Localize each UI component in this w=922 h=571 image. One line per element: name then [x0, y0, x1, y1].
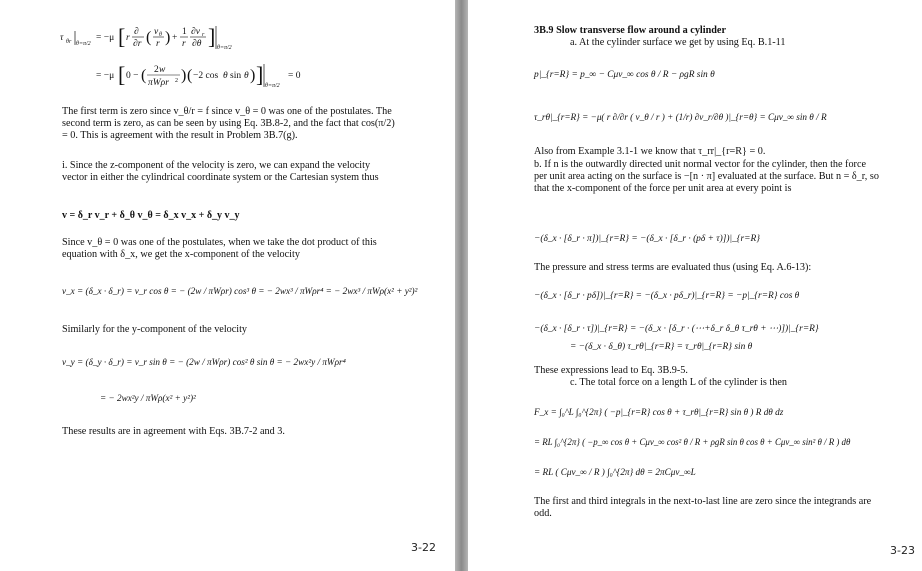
svg-text:θ=π/2: θ=π/2 — [76, 41, 91, 47]
svg-text:θ: θ — [244, 71, 249, 81]
right-page — [468, 0, 922, 571]
svg-text:): ) — [165, 29, 171, 46]
svg-text:[: [ — [118, 24, 126, 49]
paragraph-text: Since v_θ = 0 was one of the postulates, when we take the dot product of this equation with δ_x, we get the x-component of the velocity — [62, 237, 377, 261]
equation-total-force-3: = RL ( Cμv_∞ / R ) ∫₀^{2π} dθ = 2πCμv_∞L — [534, 467, 696, 477]
svg-text:= 0: = 0 — [288, 71, 301, 81]
svg-text:): ) — [181, 67, 187, 84]
equation-force-3: −(δ_x · [δ_r · τ])|_{r=R} = −(δ_x · [δ_r · (⋯+δ_r δ_θ τ_rθ + ⋯)])|_{r=R} — [534, 324, 819, 334]
equation-velocity-vector: v = δ_r v_r + δ_θ v_θ = δ_x v_x + δ_y v_y — [62, 210, 240, 221]
svg-text:r: r — [156, 39, 160, 49]
equation-vy-line1: v_y = (δ_y · δ_r) = v_r sin θ = − (2w / πWρr) cos² θ sin θ = − 2wx²y / πWρr⁴ — [62, 357, 346, 367]
equation-vx: v_x = (δ_x · δ_r) = v_r cos θ = − (2w / πWρr) cos³ θ = − 2wx³ / πWρr⁴ = − 2wx³ / πWρ(x² + y²)² — [62, 286, 418, 296]
svg-text:sin: sin — [230, 71, 242, 81]
svg-text:v: v — [154, 27, 159, 37]
equation-total-force-2: = RL ∫₀^{2π} ( −p_∞ cos θ + Cμv_∞ cos² θ / R + ρgR sin θ cos θ + Cμv_∞ sin² θ / R ) dθ — [534, 437, 851, 447]
paragraph-lead-to-eq: These expressions lead to Eq. 3B.9-5. — [534, 365, 688, 376]
equation-total-force-1: F_x = ∫₀^L ∫₀^{2π} ( −p|_{r=R} cos θ + τ_rθ|_{r=R} sin θ ) R dθ dz — [534, 407, 784, 417]
paragraph-text: The first term is zero since v_θ/r = f since v_θ = 0 was one of the postulates. The second term is zero, as can be seen by using Eq. 3B.8-2, and the fact that cos(π/2) = 0. This is agreement with the result in Problem 3B.7(g). — [62, 106, 395, 142]
paragraph-part-b — [534, 159, 879, 196]
svg-text:∂θ: ∂θ — [192, 39, 202, 49]
paragraph-part-c: c. The total force on a length L of the cylinder is then — [570, 377, 787, 388]
svg-text:2: 2 — [175, 78, 178, 84]
svg-text:τ: τ — [60, 33, 64, 43]
paragraph-first-term — [62, 106, 397, 143]
paragraph-dot-product — [62, 237, 397, 261]
paragraph-pressure-stress: The pressure and stress terms are evaluated thus (using Eq. A.6-13): — [534, 262, 812, 273]
svg-text:θ=π/2: θ=π/2 — [217, 45, 232, 51]
svg-text:): ) — [250, 67, 256, 84]
svg-text:0 −: 0 − — [126, 71, 139, 81]
page-number-right: 3-23 — [890, 544, 915, 557]
svg-text:= −μ: = −μ — [96, 71, 115, 81]
paragraph-text: Similarly for the y-component of the velocity — [62, 324, 248, 335]
svg-text:θ: θ — [223, 71, 228, 81]
paragraph-y-component — [62, 324, 397, 336]
svg-text:w: w — [159, 65, 166, 75]
svg-text:]: ] — [256, 62, 264, 87]
svg-text:θ: θ — [159, 32, 162, 38]
svg-text:r: r — [182, 39, 186, 49]
svg-text:(: ( — [187, 67, 193, 84]
svg-text:]: ] — [208, 24, 216, 49]
paragraph-text: These results are in agreement with Eqs. 3B.7-2 and 3. — [62, 426, 285, 437]
svg-text:πWρr: πWρr — [148, 78, 169, 88]
svg-text:2: 2 — [154, 65, 159, 75]
paragraph-part-a: a. At the cylinder surface we get by using Eq. B.1-11 — [570, 37, 786, 48]
svg-text:−2 cos: −2 cos — [193, 71, 219, 81]
section-heading: 3B.9 Slow transverse flow around a cylinder — [534, 25, 726, 36]
svg-text:1: 1 — [182, 27, 187, 37]
equation-pressure: p|_{r=R} = p_∞ − Cμv_∞ cos θ / R − ρgR sin θ — [534, 70, 715, 80]
svg-text:(: ( — [146, 29, 152, 46]
svg-text:θr: θr — [66, 39, 72, 45]
svg-text:[: [ — [118, 62, 126, 87]
paragraph-text: b. If n is the outwardly directed unit normal vector for the cylinder, then the force per unit area acting on the surface is −[n · π] evaluated at the surface. But n = δ_r, so that the x-component of the force per unit area at every point is — [534, 159, 879, 195]
paragraph-text: The first and third integrals in the next-to-last line are zero since the integrands are odd. — [534, 496, 872, 520]
svg-text:r: r — [126, 33, 130, 43]
svg-text:r: r — [202, 32, 205, 38]
page-divider — [455, 0, 468, 571]
left-page — [0, 0, 455, 571]
equation-tau-r-theta: τ_rθ|_{r=R} = −μ( r ∂/∂r ( v_θ / r ) + (1/r) ∂v_r/∂θ )|_{r=θ} = Cμv_∞ sin θ / R — [534, 112, 827, 122]
equation-force-2: −(δ_x · [δ_r · pδ])|_{r=R} = −(δ_x · pδ_r)|_{r=R} = −p|_{r=R} cos θ — [534, 291, 800, 301]
equation-vy-line2: = − 2wx²y / πWρ(x² + y²)² — [100, 393, 196, 403]
paragraph-agreement — [62, 426, 397, 438]
paragraph-tau-rr: Also from Example 3.1-1 we know that τ_rr|_{r=R} = 0. — [534, 146, 766, 157]
svg-text:∂: ∂ — [134, 27, 139, 37]
page-number-left: 3-22 — [411, 541, 436, 554]
svg-text:= −μ: = −μ — [96, 33, 115, 43]
paragraph-odd-integrands — [534, 496, 879, 520]
svg-text:∂v: ∂v — [191, 27, 200, 37]
equation-force-1: −(δ_x · [δ_r · π])|_{r=R} = −(δ_x · [δ_r · (pδ + τ)])|_{r=R} — [534, 234, 760, 244]
equation-tau-theta-r — [58, 16, 318, 96]
svg-text:θ=π/2: θ=π/2 — [265, 83, 280, 89]
equation-force-4: = −(δ_x · δ_θ) τ_rθ|_{r=R} = τ_rθ|_{r=R} sin θ — [570, 342, 753, 352]
svg-text:+: + — [172, 33, 178, 43]
paragraph-text: i. Since the z-component of the velocity is zero, we can expand the velocity vector in either the cylindrical coordinate system or the Cartesian system thus — [62, 160, 379, 184]
svg-text:(: ( — [141, 67, 147, 84]
paragraph-velocity-expand — [62, 160, 397, 184]
svg-text:∂r: ∂r — [133, 39, 142, 49]
